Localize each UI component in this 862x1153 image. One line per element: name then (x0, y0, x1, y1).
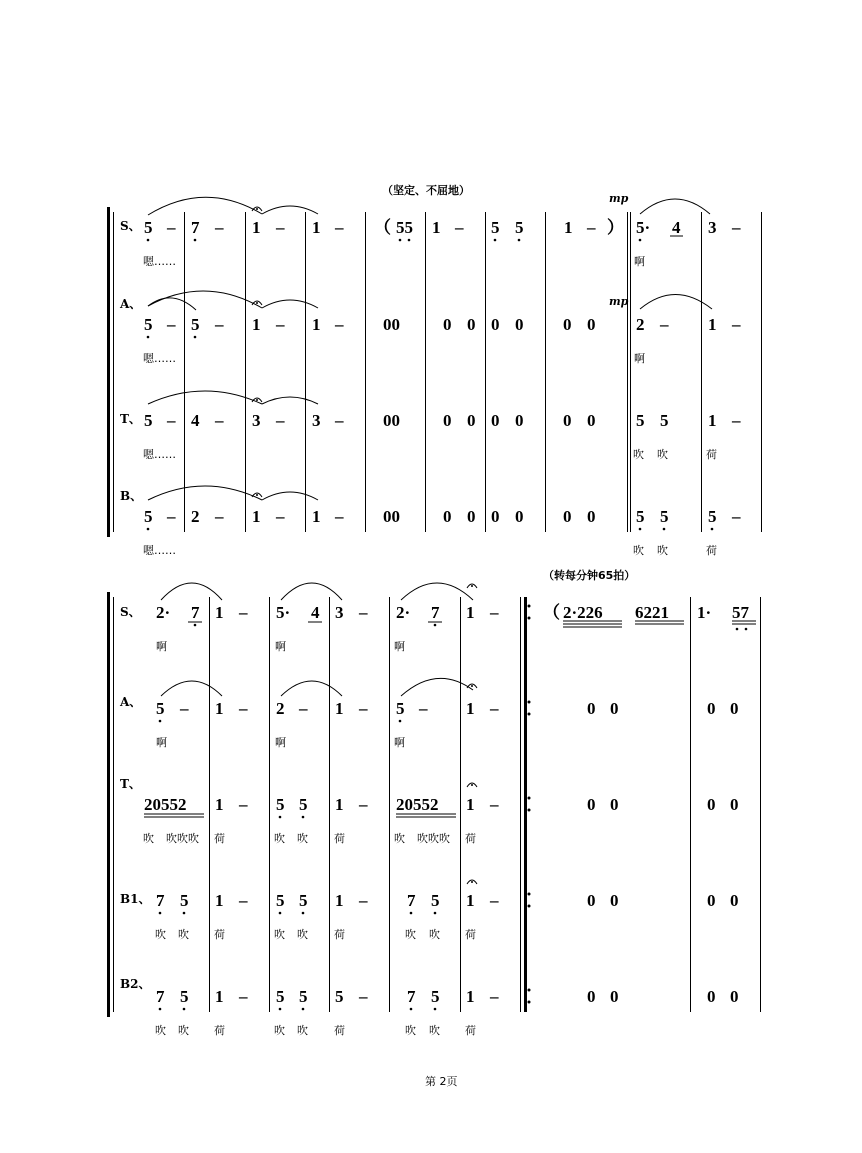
note: 5 (299, 891, 308, 910)
dash: – (167, 507, 176, 526)
note: 1 (215, 891, 224, 910)
rest: 0 (587, 507, 596, 526)
lyric: 啊 (634, 352, 645, 365)
dash: – (587, 218, 596, 237)
lyric: 吹 (274, 832, 285, 845)
rest: 0 (515, 507, 524, 526)
note: 3 (252, 411, 261, 430)
note: 1 (466, 699, 475, 718)
dash: – (732, 218, 741, 237)
lyric: 吹 (633, 448, 644, 461)
note: 7 (431, 603, 440, 622)
dash: – (490, 603, 499, 622)
dash: – (359, 987, 368, 1006)
note-group: 57 (732, 603, 749, 622)
note: 1 (312, 218, 321, 237)
dash: – (167, 315, 176, 334)
slur (401, 678, 473, 696)
slur (148, 391, 262, 404)
dash: – (335, 315, 344, 334)
lyric: 吹 (405, 1024, 416, 1037)
rest: 0 (587, 891, 596, 910)
note: 5 (191, 315, 200, 334)
note: 1 (432, 218, 441, 237)
note: 1 (252, 218, 261, 237)
rest: 0 (610, 987, 619, 1006)
bass-label: B、 (120, 489, 143, 503)
rest-pair: 00 (383, 315, 400, 334)
dash: – (215, 411, 224, 430)
lyric: 啊 (156, 640, 167, 653)
slur (148, 197, 262, 215)
note: 1 (215, 699, 224, 718)
dash: – (660, 315, 669, 334)
note: 1 (252, 315, 261, 334)
lyric: 吹 (429, 928, 440, 941)
lyric: 啊 (156, 736, 167, 749)
rest: 0 (563, 507, 572, 526)
slur (281, 681, 342, 696)
rest: 0 (587, 699, 596, 718)
lyric: 荷 (334, 1024, 345, 1037)
note: 1 (466, 987, 475, 1006)
lyric: 吹 (297, 1024, 308, 1037)
rest: 0 (443, 507, 452, 526)
alto-label: A、 (120, 695, 142, 709)
rest: 0 (707, 891, 716, 910)
lyric: 嗯…… (143, 352, 176, 365)
dash: – (335, 218, 344, 237)
slur (161, 583, 222, 600)
note: 5 (144, 411, 153, 430)
note: 1 (466, 891, 475, 910)
paren-open: （ (374, 218, 391, 237)
bass2-label: B2、 (120, 977, 151, 991)
dash: – (239, 699, 248, 718)
dash: – (215, 315, 224, 334)
dash: – (419, 699, 428, 718)
dash: – (239, 795, 248, 814)
tenor-label: T、 (120, 412, 141, 426)
note: 5 (431, 987, 440, 1006)
note: 5 (660, 507, 669, 526)
note: 5 (299, 987, 308, 1006)
note: 1 (564, 218, 573, 237)
rest: 0 (587, 411, 596, 430)
lyric: 啊 (394, 736, 405, 749)
lyric: 吹 (657, 448, 668, 461)
lyric: 啊 (394, 640, 405, 653)
dash: – (490, 891, 499, 910)
rest: 0 (467, 411, 476, 430)
slur (401, 583, 473, 600)
note-group: 20552 (396, 795, 439, 814)
lyric: 荷 (465, 1024, 476, 1037)
note: 7 (407, 987, 416, 1006)
note: 7 (191, 218, 200, 237)
note: 1 (312, 507, 321, 526)
lyric: 吹吹吹 (166, 832, 199, 845)
dash: – (276, 507, 285, 526)
lyric: 吹 (394, 832, 405, 845)
dash: – (359, 699, 368, 718)
rest: 0 (587, 795, 596, 814)
note: 7 (191, 603, 200, 622)
soprano-label: S、 (120, 605, 141, 619)
note: 5 (276, 987, 285, 1006)
note: 1 (466, 603, 475, 622)
dash: – (215, 218, 224, 237)
dash: – (359, 891, 368, 910)
note: 1· (697, 603, 712, 622)
note: 2· (396, 603, 411, 622)
note: 1 (335, 699, 344, 718)
slur (262, 300, 318, 308)
slur (640, 295, 712, 310)
lyric: 吹 (274, 1024, 285, 1037)
slur (148, 291, 262, 308)
dash: – (455, 218, 464, 237)
lyric: 吹 (297, 928, 308, 941)
note: 1 (312, 315, 321, 334)
dash: – (359, 603, 368, 622)
lyric: 吹吹吹 (417, 832, 450, 845)
rest: 0 (707, 987, 716, 1006)
lyric: 荷 (214, 928, 225, 941)
note: 1 (708, 411, 717, 430)
rest: 0 (491, 411, 500, 430)
note-group: 6221 (635, 603, 669, 622)
dash: – (359, 795, 368, 814)
lyric: 吹 (274, 928, 285, 941)
note: 5 (180, 891, 189, 910)
tenor-label: T、 (120, 777, 141, 791)
note: 1 (335, 795, 344, 814)
note: 5 (335, 987, 344, 1006)
dash: – (335, 507, 344, 526)
note: 5 (396, 699, 405, 718)
note: 5· (276, 603, 291, 622)
rest: 0 (730, 891, 739, 910)
note: 5 (276, 891, 285, 910)
dash: – (732, 411, 741, 430)
note: 3 (312, 411, 321, 430)
lyric: 吹 (405, 928, 416, 941)
dash: – (239, 603, 248, 622)
note: 5 (144, 218, 153, 237)
page-number: 第 2页 (425, 1075, 458, 1088)
rest: 0 (467, 315, 476, 334)
dash: – (180, 699, 189, 718)
lyric: 吹 (178, 1024, 189, 1037)
note: 1 (252, 507, 261, 526)
tempo-marking: （转每分钟65拍） (543, 569, 636, 582)
note: 5 (636, 507, 645, 526)
note: 5 (156, 699, 165, 718)
note: 7 (156, 987, 165, 1006)
lyric: 荷 (214, 1024, 225, 1037)
rest: 0 (563, 411, 572, 430)
rest: 0 (587, 987, 596, 1006)
slur (161, 681, 222, 696)
rest: 0 (730, 699, 739, 718)
note-group: 2·226 (563, 603, 603, 622)
dash: – (490, 699, 499, 718)
rest: 0 (610, 699, 619, 718)
note: 1 (708, 315, 717, 334)
lyric: 啊 (275, 640, 286, 653)
dash: – (490, 987, 499, 1006)
dash: – (239, 891, 248, 910)
slur (262, 206, 318, 214)
dash: – (167, 411, 176, 430)
note: 5 (276, 795, 285, 814)
lyric: 荷 (465, 832, 476, 845)
slur (262, 397, 318, 404)
note: 5· (636, 218, 651, 237)
rest-pair: 00 (383, 507, 400, 526)
note: 5 (431, 891, 440, 910)
rest: 0 (515, 411, 524, 430)
rest: 0 (491, 315, 500, 334)
rest: 0 (610, 795, 619, 814)
rest: 0 (730, 795, 739, 814)
dash: – (276, 218, 285, 237)
rest: 0 (730, 987, 739, 1006)
rest: 0 (515, 315, 524, 334)
note: 1 (335, 891, 344, 910)
note: 4 (672, 218, 681, 237)
lyric: 啊 (275, 736, 286, 749)
dash: – (732, 507, 741, 526)
dash: – (167, 218, 176, 237)
lyric: 吹 (633, 544, 644, 557)
lyric: 吹 (143, 832, 154, 845)
lyric: 荷 (334, 928, 345, 941)
note: 5 (636, 411, 645, 430)
dash: – (276, 315, 285, 334)
lyric: 嗯…… (143, 544, 176, 557)
alto-label: A、 (120, 297, 142, 311)
note-group: 20552 (144, 795, 187, 814)
note: 2 (191, 507, 200, 526)
rest: 0 (587, 315, 596, 334)
note: 1 (215, 987, 224, 1006)
rest: 0 (491, 507, 500, 526)
paren-close: ） (607, 218, 624, 237)
note: 1 (215, 603, 224, 622)
slur (640, 199, 710, 214)
note: 5 (491, 218, 500, 237)
slur (281, 583, 342, 600)
dash: – (732, 315, 741, 334)
rest: 0 (563, 315, 572, 334)
lyric: 荷 (465, 928, 476, 941)
soprano-dynamic: mp (609, 192, 629, 205)
lyric: 啊 (634, 255, 645, 268)
note: 5 (708, 507, 717, 526)
rest: 0 (707, 795, 716, 814)
note: 5 (144, 507, 153, 526)
bass1-label: B1、 (120, 892, 151, 906)
note: 5 (180, 987, 189, 1006)
rest: 0 (443, 315, 452, 334)
note: 1 (466, 795, 475, 814)
note: 5 (515, 218, 524, 237)
lyric: 荷 (214, 832, 225, 845)
lyric: 嗯…… (143, 255, 176, 268)
rest: 0 (610, 891, 619, 910)
note: 7 (156, 891, 165, 910)
lyric: 吹 (297, 832, 308, 845)
note: 2 (276, 699, 285, 718)
note: 1 (215, 795, 224, 814)
tempo-marking: （坚定、不屈地） (382, 184, 470, 197)
lyric: 吹 (155, 928, 166, 941)
note: 2 (636, 315, 645, 334)
note-pair: 55 (396, 218, 413, 237)
note: 3 (708, 218, 717, 237)
paren-open: （ (543, 603, 560, 622)
slur (148, 486, 262, 500)
note: 2· (156, 603, 171, 622)
lyric: 吹 (657, 544, 668, 557)
slur (262, 492, 318, 500)
lyric: 荷 (706, 448, 717, 461)
dash: – (490, 795, 499, 814)
note: 4 (311, 603, 320, 622)
lyric: 荷 (706, 544, 717, 557)
lyric: 嗯…… (143, 448, 176, 461)
rest: 0 (443, 411, 452, 430)
dash: – (215, 507, 224, 526)
note: 5 (299, 795, 308, 814)
rest: 0 (467, 507, 476, 526)
rest: 0 (707, 699, 716, 718)
rest-pair: 00 (383, 411, 400, 430)
dash: – (299, 699, 308, 718)
note: 3 (335, 603, 344, 622)
note: 5 (660, 411, 669, 430)
lyric: 吹 (155, 1024, 166, 1037)
dash: – (276, 411, 285, 430)
lyric: 吹 (178, 928, 189, 941)
slur (148, 298, 196, 310)
alto-dynamic: mp (609, 295, 629, 308)
soprano-label: S、 (120, 219, 141, 233)
lyric: 荷 (334, 832, 345, 845)
note: 7 (407, 891, 416, 910)
note: 4 (191, 411, 200, 430)
dash: – (239, 987, 248, 1006)
note: 5 (144, 315, 153, 334)
lyric: 吹 (429, 1024, 440, 1037)
dash: – (335, 411, 344, 430)
